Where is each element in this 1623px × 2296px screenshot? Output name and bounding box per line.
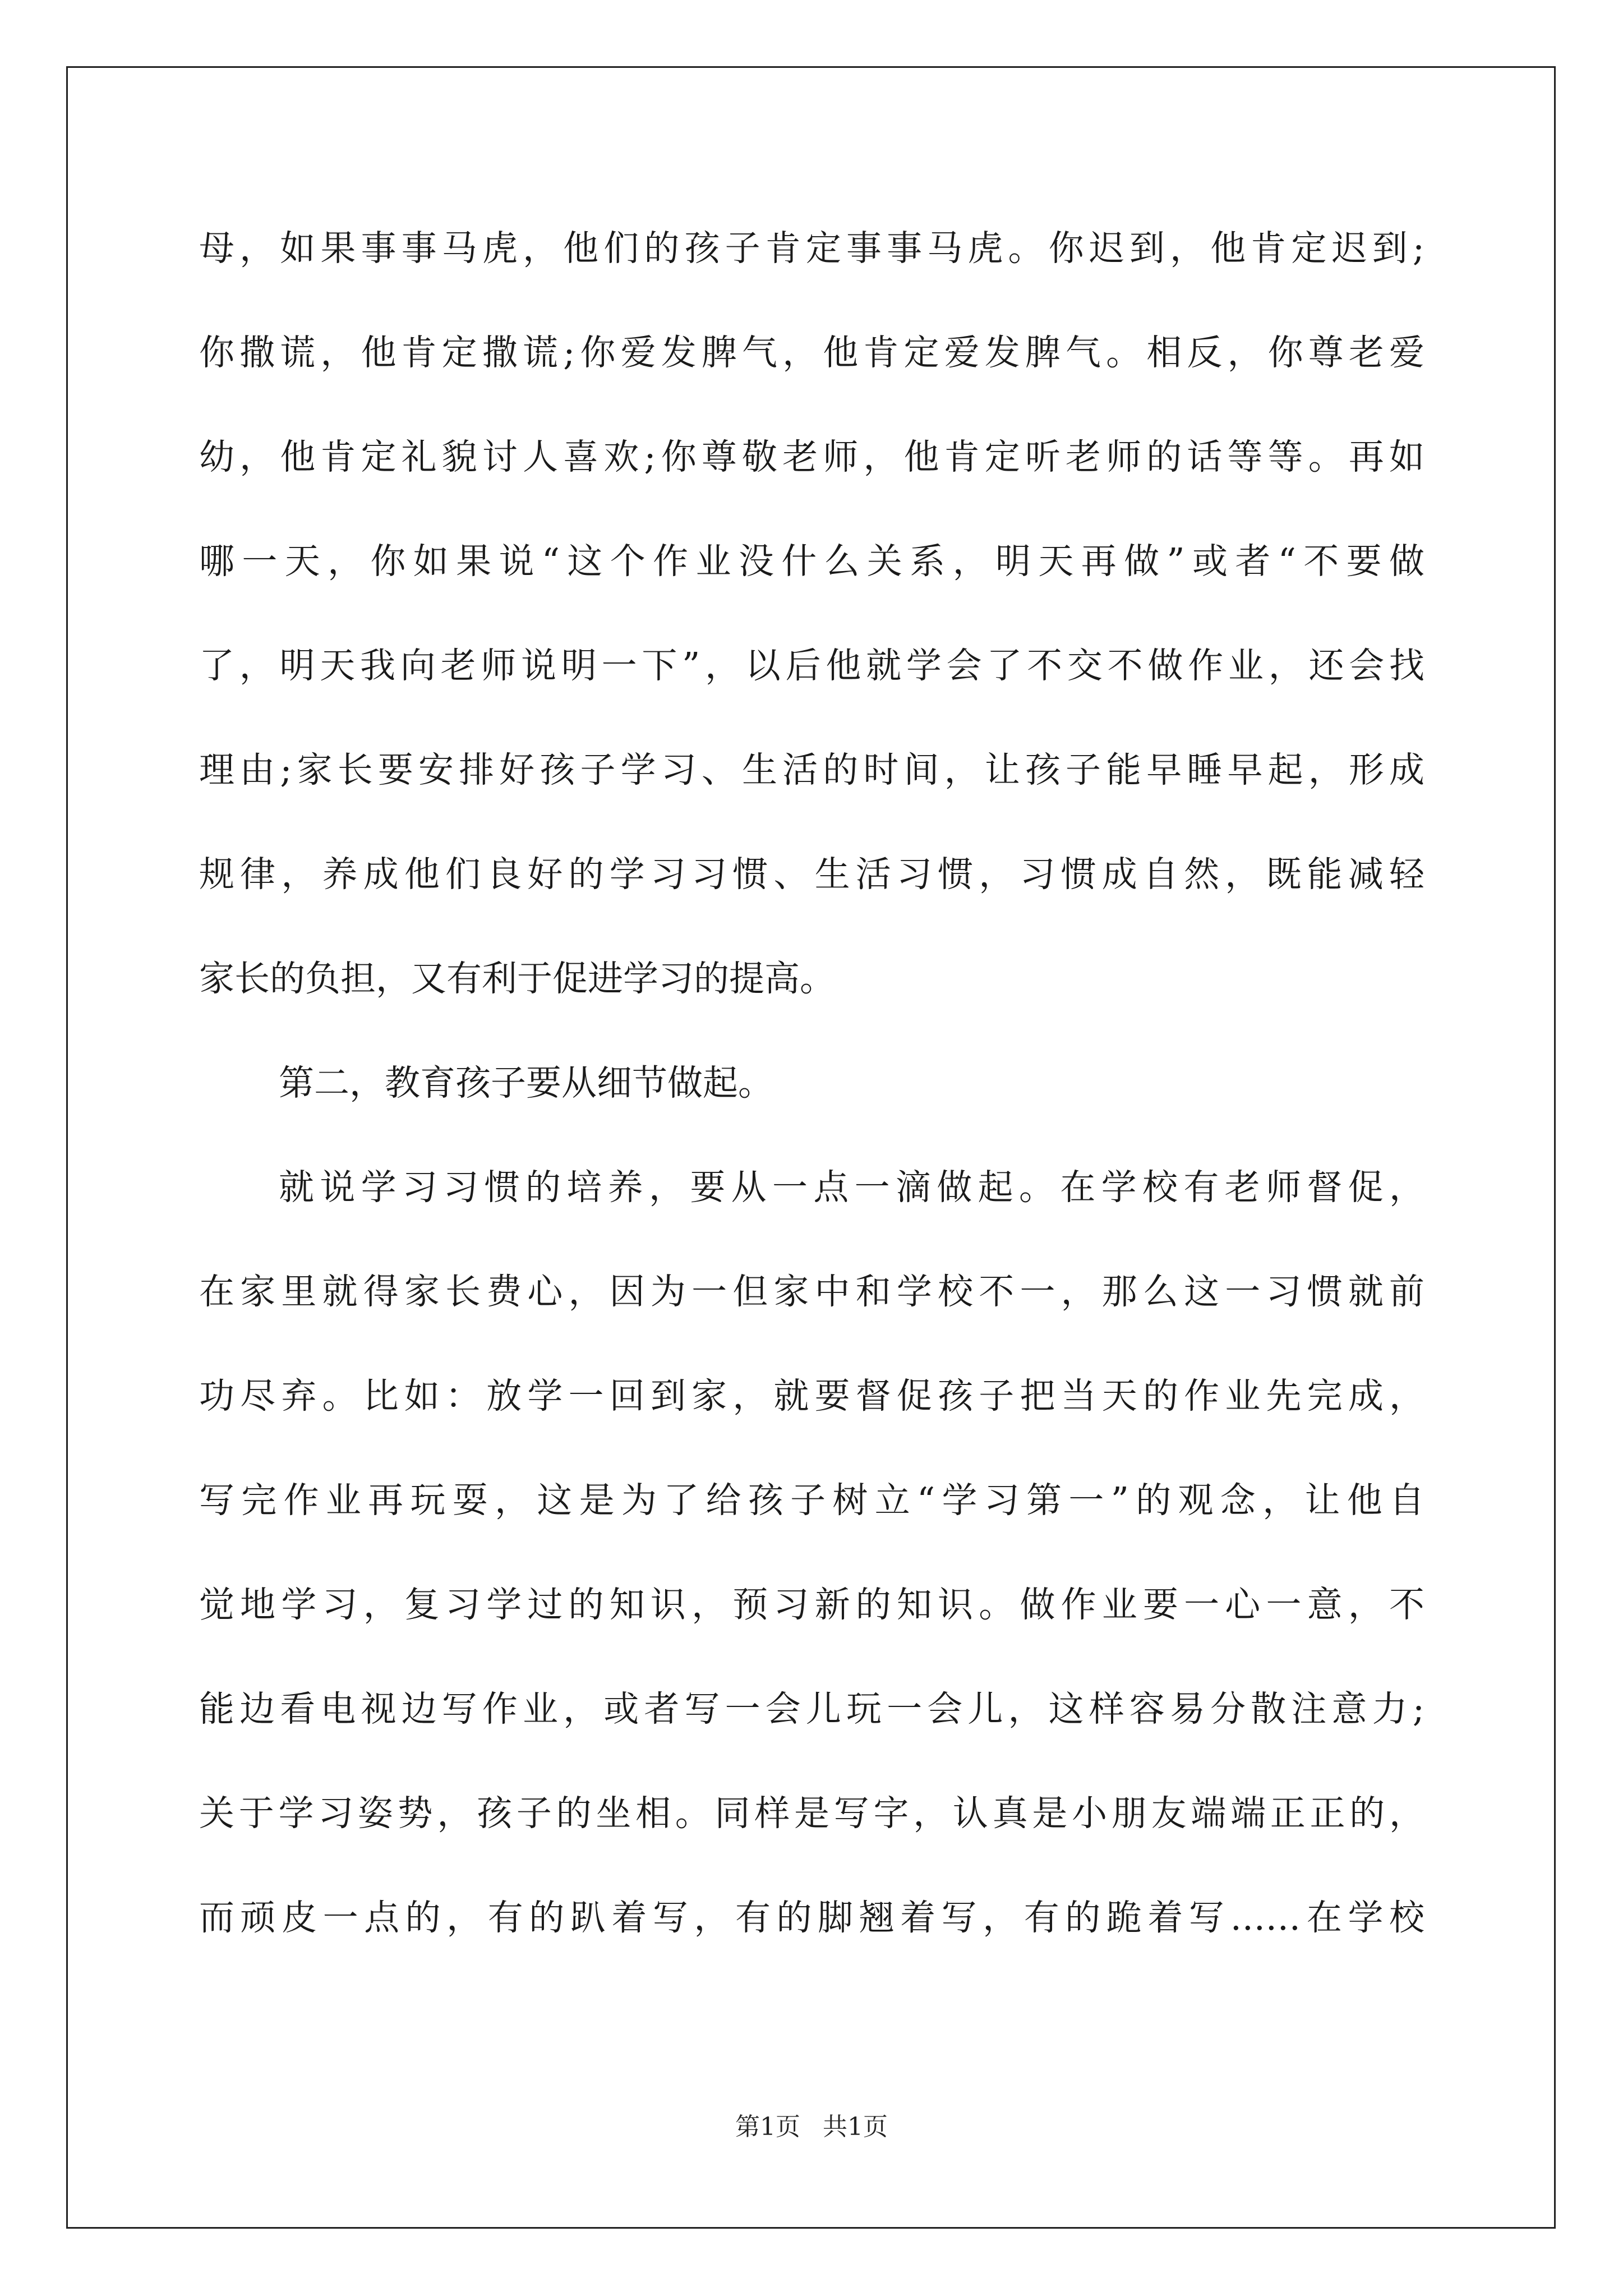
text-line: 幼，他肯定礼貌讨人喜欢;你尊敬老师，他肯定听老师的话等等。再如 — [199, 436, 1424, 477]
text-line: 就说学习习惯的培养，要从一点一滴做起。在学校有老师督促， — [279, 1167, 1424, 1208]
text-line: 你撒谎，他肯定撒谎;你爱发脾气，他肯定爱发脾气。相反，你尊老爱 — [199, 332, 1424, 373]
text-line: 理由;家长要安排好孩子学习、生活的时间，让孩子能早睡早起，形成 — [199, 749, 1424, 790]
text-line: 家长的负担，又有利于促进学习的提高。 — [199, 958, 835, 999]
section-heading: 第二，教育孩子要从细节做起。 — [279, 1062, 773, 1103]
text-line: 能边看电视边写作业，或者写一会儿玩一会儿，这样容易分散注意力; — [199, 1688, 1424, 1729]
text-line: 而顽皮一点的，有的趴着写，有的脚翘着写，有的跪着写……在学校 — [199, 1897, 1424, 1938]
text-line: 在家里就得家长费心，因为一但家中和学校不一，那么这一习惯就前 — [199, 1271, 1424, 1312]
page-footer — [0, 2110, 1623, 2144]
text-line: 功尽弃。比如：放学一回到家，就要督促孩子把当天的作业先完成， — [199, 1375, 1424, 1416]
page-number-total: 共1页 — [823, 2113, 888, 2141]
text-line: 写完作业再玩耍，这是为了给孩子树立“学习第一”的观念，让他自 — [199, 1480, 1424, 1521]
text-line: 觉地学习，复习学过的知识，预习新的知识。做作业要一心一意，不 — [199, 1584, 1424, 1625]
text-line: 母，如果事事马虎，他们的孩子肯定事事马虎。你迟到，他肯定迟到; — [199, 228, 1424, 269]
text-line: 哪一天，你如果说“这个作业没什么关系，明天再做”或者“不要做 — [199, 541, 1424, 582]
text-line: 了，明天我向老师说明一下”，以后他就学会了不交不做作业，还会找 — [199, 645, 1424, 686]
text-line: 关于学习姿势，孩子的坐相。同样是写字，认真是小朋友端端正正的， — [199, 1793, 1424, 1834]
page-number-current: 第1页 — [735, 2113, 800, 2141]
document-body — [199, 196, 1424, 1970]
text-line: 规律，养成他们良好的学习习惯、生活习惯，习惯成自然，既能减轻 — [199, 854, 1424, 895]
